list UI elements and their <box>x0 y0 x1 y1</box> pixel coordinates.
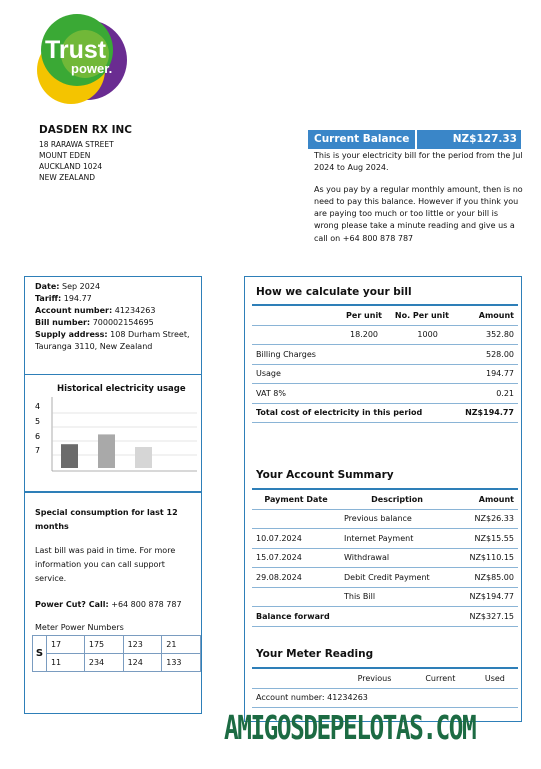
amount: NZ$194.77 <box>469 592 514 602</box>
calc-table <box>252 306 518 423</box>
usage-chart <box>25 375 201 491</box>
y-tick: 4 <box>35 402 41 411</box>
meter-cell: 175 <box>84 636 123 654</box>
col-header: Amount <box>478 310 514 320</box>
special-title: Special consumption for last 12 months <box>35 508 178 531</box>
amount: NZ$15.55 <box>474 533 514 543</box>
table-row <box>252 587 518 607</box>
table-row <box>252 669 518 688</box>
table-row <box>252 345 518 365</box>
address-line: MOUNT EDEN <box>39 151 91 160</box>
customer-address <box>39 124 132 183</box>
amount: 0.21 <box>496 388 514 398</box>
special-consumption-panel <box>24 492 202 714</box>
meter-cell: 11 <box>46 654 84 672</box>
total-amount: NZ$194.77 <box>465 408 514 418</box>
table-row <box>252 490 518 509</box>
logo-text: Trust <box>45 36 107 64</box>
meter-power-title: Meter Power Numbers <box>35 623 124 632</box>
account-label: Account number: <box>35 306 113 316</box>
bill-number: 700002154695 <box>92 318 154 328</box>
bill-info-box <box>24 276 202 375</box>
meter-cell: 17 <box>46 636 84 654</box>
amount: NZ$85.00 <box>474 572 514 582</box>
balance-message <box>314 150 524 255</box>
table-row <box>252 364 518 384</box>
current-balance-bar <box>308 130 521 149</box>
historical-usage-title: Historical electricity usage <box>57 384 186 394</box>
address-line: 18 RARAWA STREET <box>39 140 114 149</box>
payment-note: As you pay by a regular monthly amount, then is no need to pay this balance. However if you think you are paying too much or too little or your bill is wrong please take a minute reading and give us a call on +64 800 878 787 <box>314 185 523 243</box>
y-tick: 7 <box>35 446 41 455</box>
table-row <box>252 384 518 404</box>
col-header: Used <box>484 673 505 683</box>
col-header: Amount <box>478 494 514 504</box>
summary-title: Your Account Summary <box>256 469 394 481</box>
amount: NZ$26.33 <box>474 514 514 524</box>
supply-address: 108 Durham Street, Tauranga 3110, New Zealand <box>35 330 190 352</box>
col-header: Description <box>371 494 423 504</box>
row-label: Usage <box>256 369 281 379</box>
customer-name: DASDEN RX INC <box>39 124 132 136</box>
meter-cell: 123 <box>123 636 162 654</box>
watermark: AMIGOSDEPELOTAS.COM <box>224 708 476 747</box>
amount: 194.77 <box>486 369 514 379</box>
total-label: Total cost of electricity in this period <box>256 408 423 418</box>
table-row <box>252 325 518 345</box>
amount: 528.00 <box>486 349 514 359</box>
meter-account-line: Account number: 41234263 <box>256 693 368 703</box>
amount: 352.80 <box>486 330 514 340</box>
payment-date: 15.07.2024 <box>256 553 302 563</box>
meter-cell: 124 <box>123 654 162 672</box>
description: Debit Credit Payment <box>344 572 430 582</box>
units: 1000 <box>417 330 438 340</box>
period-text: This is your electricity bill for the period from the Jul 2024 to Aug 2024. <box>314 151 523 173</box>
payment-date <box>252 509 340 529</box>
payment-date: 29.08.2024 <box>256 572 302 582</box>
power-cut-label: Power Cut? Call: <box>35 600 109 609</box>
table-row <box>252 688 518 708</box>
description: Internet Payment <box>344 533 414 543</box>
col-header: No. Per unit <box>394 310 449 320</box>
table-row <box>252 607 518 627</box>
tariff-value: 194.77 <box>63 294 92 304</box>
account-number: 41234263 <box>114 306 156 316</box>
description: Withdrawal <box>344 553 390 563</box>
meter-label: S <box>33 636 47 672</box>
special-text: Last bill was paid in time. For more information you can call support service. <box>35 546 176 583</box>
supply-label: Supply address: <box>35 330 108 340</box>
historical-usage-panel <box>24 374 202 492</box>
payment-date: 10.07.2024 <box>256 533 302 543</box>
row-label: Billing Charges <box>256 349 316 359</box>
table-row <box>252 529 518 549</box>
logo-graphic <box>33 10 129 106</box>
power-cut-number: +64 800 878 787 <box>111 600 182 609</box>
table-row <box>33 654 201 672</box>
bill-date: Sep 2024 <box>62 282 101 291</box>
table-row <box>252 403 518 423</box>
payment-date <box>252 587 340 607</box>
forward-label: Balance forward <box>256 611 330 621</box>
table-row <box>252 548 518 568</box>
table-row <box>252 568 518 588</box>
col-header: Current <box>425 673 456 683</box>
address-line: NEW ZEALAND <box>39 173 96 182</box>
y-tick: 5 <box>35 417 41 426</box>
col-header: Per unit <box>346 310 383 320</box>
meter-reading-table <box>252 669 518 708</box>
amount: NZ$110.15 <box>469 553 514 563</box>
meter-cell: 133 <box>162 654 201 672</box>
row-label: VAT 8% <box>256 388 286 398</box>
usage-bar <box>98 434 115 468</box>
trustpower-logo <box>33 10 129 106</box>
description: Previous balance <box>344 514 412 524</box>
col-header: Previous <box>357 673 392 683</box>
power-cut-line <box>35 598 182 612</box>
meter-power-table <box>32 635 201 672</box>
meter-cell: 234 <box>84 654 123 672</box>
table-row <box>252 509 518 529</box>
address-line: AUCKLAND 1024 <box>39 162 103 171</box>
summary-table <box>252 490 518 627</box>
balance-divider <box>415 130 417 149</box>
date-label: Date: <box>35 282 60 291</box>
table-row <box>252 306 518 325</box>
y-tick: 6 <box>35 432 41 441</box>
forward-amount: NZ$327.15 <box>469 611 514 621</box>
table-row <box>33 636 201 654</box>
description: This Bill <box>344 592 376 602</box>
usage-bar <box>61 444 78 468</box>
calc-title: How we calculate your bill <box>256 286 412 298</box>
current-balance-amount: NZ$127.33 <box>452 133 517 145</box>
logo-subtext: power. <box>71 61 113 76</box>
per-unit: 18.200 <box>350 330 379 340</box>
tariff-label: Tariff: <box>35 294 62 304</box>
meter-cell: 21 <box>162 636 201 654</box>
bill-details-panel <box>244 276 522 722</box>
col-header: Payment Date <box>264 494 328 504</box>
bill-label: Bill number: <box>35 318 91 328</box>
usage-bar <box>135 447 152 468</box>
meter-reading-title: Your Meter Reading <box>256 648 374 660</box>
current-balance-label: Current Balance <box>314 133 410 145</box>
